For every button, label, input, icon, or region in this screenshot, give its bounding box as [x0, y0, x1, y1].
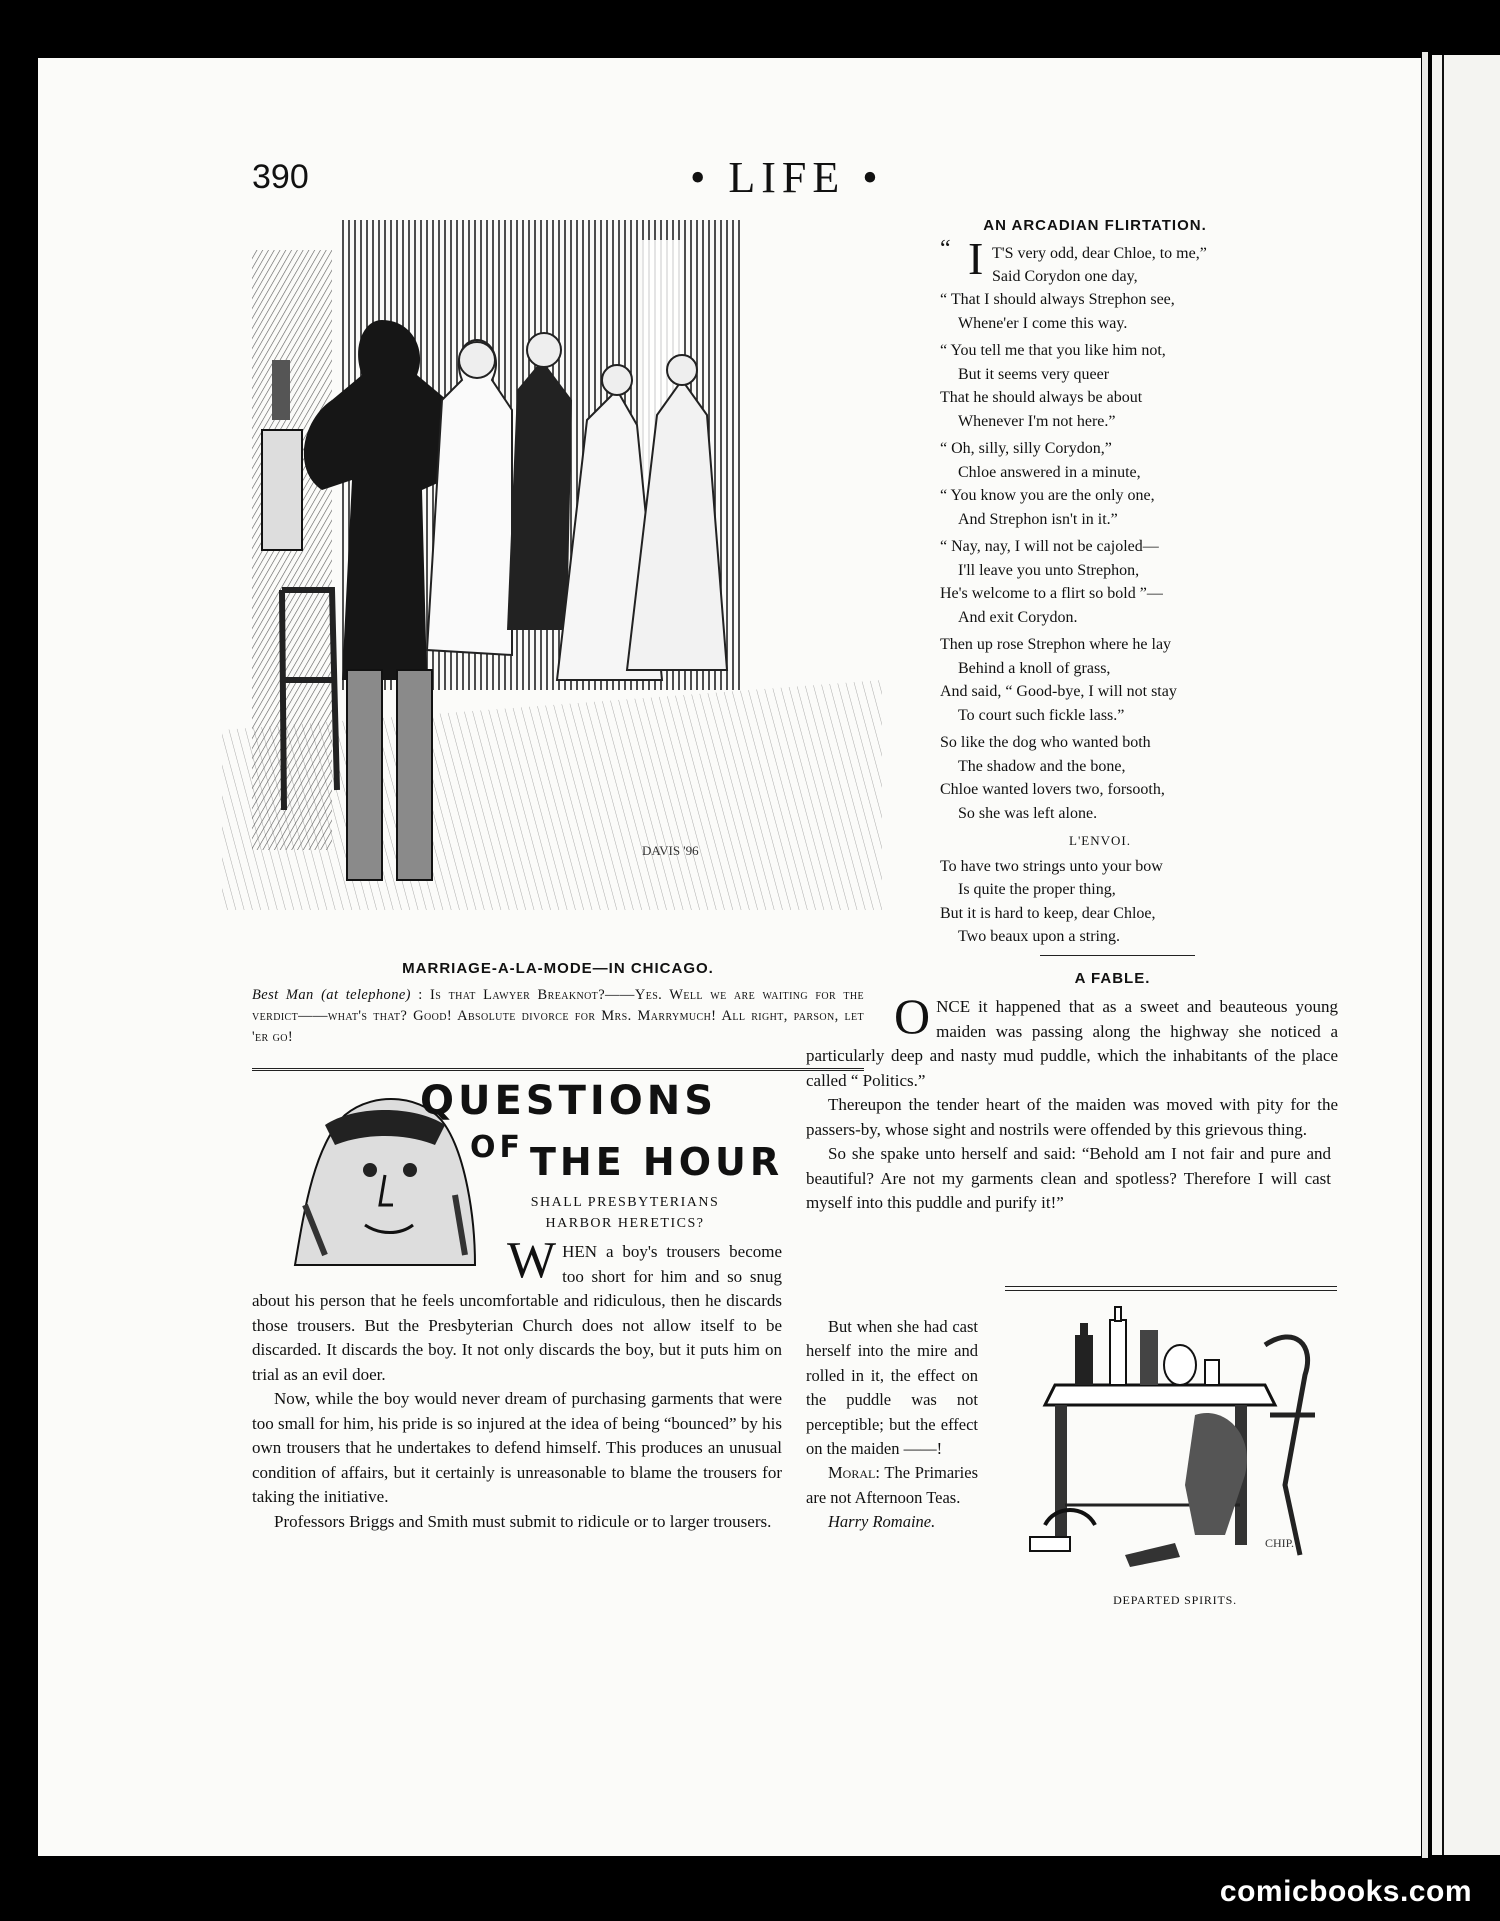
poem-line: Whene'er I come this way. — [958, 314, 1128, 332]
poem-line: So like the dog who wanted both — [940, 734, 1151, 751]
poem-line: That he should always be about — [940, 389, 1143, 406]
marriage-caption — [252, 985, 864, 1048]
poem-first-line: T'S very odd, dear Chloe, to me,” — [992, 245, 1207, 262]
poem-line: Is quite the proper thing, — [958, 881, 1116, 898]
questions-para-1: a boy's trousers become too short for him and so snug about his person that he feels uncomfortable and ridiculous, then he discards those trousers. But the Presbyterian Church does not allow itself to be discarded. It discards the boy. It not only discards the boy, but it puts him on trial as an evil doer. — [252, 1242, 783, 1384]
section-divider-left — [252, 1068, 864, 1071]
questions-title-hour: THE HOUR — [530, 1140, 784, 1184]
poem-drop-letter: I — [968, 233, 984, 284]
poem-stanza-1 — [940, 288, 1260, 335]
envoi-title: L'ENVOI. — [1069, 833, 1131, 848]
wedding-artist-signature: DAVIS '96 — [642, 843, 699, 858]
poem-line: “ Oh, silly, silly Corydon,” — [940, 440, 1112, 457]
poem-line: And said, “ Good-bye, I will not stay — [940, 683, 1177, 700]
watermark: comicbooks.com — [1219, 1875, 1472, 1908]
poem-line: “ Nay, nay, I will not be cajoled— — [940, 538, 1159, 555]
poem-line: Chloe wanted lovers two, forsooth, — [940, 781, 1165, 798]
page-edge — [1422, 52, 1428, 1858]
fable-illus-rule — [1005, 1286, 1337, 1287]
caption-speaker-note: (at telephone) — [321, 987, 411, 1003]
masthead: • LIFE • — [690, 153, 884, 202]
poem-line: “ You know you are the only one, — [940, 487, 1155, 504]
fable-moral-label: Moral: — [828, 1463, 880, 1483]
marriage-title: MARRIAGE-A-LA-MODE—IN CHICAGO. — [402, 960, 714, 977]
poem-line: So she was left alone. — [958, 804, 1098, 822]
fable-para-4: But when she had cast herself into the mire and rolled in it, the effect on the puddle was not perceptible; but the effect on the maiden ——! — [806, 1317, 978, 1459]
poem-stanza-6 — [940, 731, 1260, 825]
caption-text: : Is that Lawyer Breaknot?——Yes. Well we are waiting for the verdict——what's that? Good! Absolute divorce for Mrs. Marrymuch! All right, parson, let 'er go! — [252, 987, 865, 1045]
fable-drop-letter: O — [894, 988, 931, 1044]
poem-line: “ That I should always Strephon see, — [940, 291, 1175, 308]
poem-line: Whenever I'm not here.” — [958, 412, 1116, 430]
fable-para-1: NCE it happened that as a sweet and beauteous young maiden was passing along the highway she noticed a particularly deep and nasty mud puddle, which the inhabitants of the place called “ Politics.” — [806, 997, 1338, 1090]
wedding-scene-drawing — [222, 210, 882, 910]
questions-body — [252, 1232, 783, 1534]
poem-line: I'll leave you unto Strephon, — [958, 561, 1140, 579]
fable-illus-rule-2 — [1005, 1290, 1337, 1291]
poem-line: But it seems very queer — [958, 365, 1110, 383]
poem-end-rule — [1040, 955, 1195, 956]
arcadian-title: AN ARCADIAN FLIRTATION. — [983, 217, 1207, 234]
spirits-caption: DEPARTED SPIRITS. — [1113, 1593, 1237, 1607]
poem-stanza-3 — [940, 437, 1260, 531]
fable-moral: The Primaries are not Afternoon Teas. — [806, 1463, 979, 1507]
poem-stanza-5 — [940, 633, 1260, 727]
poem-line: “ You tell me that you like him not, — [940, 342, 1166, 359]
questions-first-word: HEN — [562, 1242, 598, 1261]
poem-line: Two beaux upon a string. — [958, 928, 1120, 945]
poem-line-1-2: Said Corydon one day, — [992, 268, 1138, 285]
poem-line: And Strephon isn't in it.” — [958, 510, 1118, 528]
poem-line: Chloe answered in a minute, — [958, 463, 1141, 481]
poem-line: But it is hard to keep, dear Chloe, — [940, 904, 1156, 922]
fable-para-2: Thereupon the tender heart of the maiden was moved with pity for the passers-by, whose sight and nostrils were offended by this grievous thing. — [806, 1095, 1338, 1139]
poem-line: And exit Corydon. — [958, 608, 1078, 626]
arcadian-poem — [940, 233, 1260, 953]
caption-speaker: Best Man — [252, 987, 314, 1003]
adjacent-page-edge — [1442, 55, 1444, 1855]
fable-para-3: So she spake unto herself and said: “Behold am I not fair and pure and beautiful? Are not my garments clean and spotless? Therefore I will cast myself into this puddle and purify it!” — [806, 1144, 1331, 1212]
poem-envoi — [940, 855, 1260, 949]
poem-line: The shadow and the bone, — [958, 757, 1126, 775]
poem-line: Behind a knoll of grass, — [958, 659, 1111, 677]
departed-spirits-drawing — [1015, 1305, 1335, 1585]
questions-title-of: OF — [470, 1130, 524, 1165]
fable-author: Harry Romaine. — [828, 1512, 936, 1532]
page-number: 390 — [252, 158, 309, 196]
departed-spirits-illustration — [1015, 1305, 1335, 1585]
questions-title-line1: QUESTIONS — [420, 1078, 718, 1124]
poem-stanza-4 — [940, 535, 1260, 629]
fable-narrow-column — [806, 1315, 978, 1535]
questions-subhead: SHALL PRESBYTERIANS HARBOR HERETICS? — [530, 1195, 720, 1231]
questions-para-2: Now, while the boy would never dream of purchasing garments that were too small for him, his pride is so injured at the idea of being “bounced” by his own trousers that he undertakes to defend himself. This produces an unusual condition of affairs, but it certainly is unreasonable to blame the trousers for taking the initiative. — [252, 1389, 782, 1506]
poem-stanza-2 — [940, 339, 1260, 433]
wedding-telephone-illustration — [222, 210, 882, 910]
poem-line: To court such fickle lass.” — [958, 706, 1125, 724]
questions-para-3: Professors Briggs and Smith must submit to ridicule or to larger trousers. — [274, 1511, 772, 1531]
fable-intro — [806, 988, 1338, 1216]
poem-line: To have two strings unto your bow — [940, 857, 1163, 875]
spirits-artist-signature: CHIP. — [1265, 1536, 1295, 1550]
questions-drop-letter: W — [507, 1232, 557, 1289]
fable-title: A FABLE. — [1074, 970, 1151, 987]
poem-open-quote: “ — [940, 236, 951, 262]
poem-line: He's welcome to a flirt so bold ”— — [940, 585, 1163, 602]
poem-line: Then up rose Strephon where he lay — [940, 636, 1172, 653]
